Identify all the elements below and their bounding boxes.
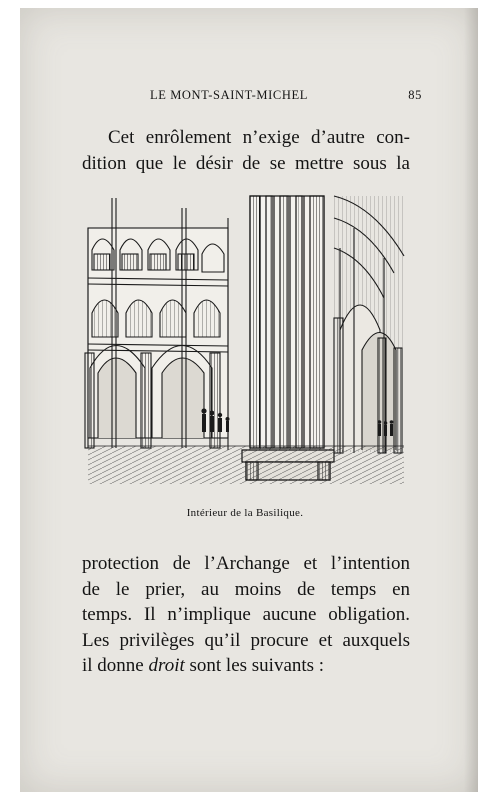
figure-caption: Intérieur de la Basilique. <box>186 507 304 519</box>
text-line: dition que le désir de se mettre sous la <box>82 152 410 174</box>
text-line: Les privilèges qu’il procure et auxquels <box>82 629 410 651</box>
paragraph-bottom <box>82 551 410 679</box>
text-line: temps. Il n’implique aucune obligation. <box>82 604 410 625</box>
running-title: LE MONT-SAINT-MICHEL <box>150 88 308 102</box>
book-page <box>20 8 478 792</box>
text-line: Cet enrôlement n’exige d’autre con- <box>108 127 410 148</box>
emphasized-word: droit <box>148 655 185 676</box>
text-line-last <box>82 653 410 679</box>
text-line: de le prier, au moins de temps en <box>82 578 410 600</box>
basilica-interior-illustration <box>82 188 408 488</box>
text-line: protection de l’Archange et l’intention <box>82 553 410 574</box>
text-segment: il donne <box>82 655 149 676</box>
page-number: 85 <box>408 88 422 102</box>
paragraph-top <box>82 125 410 176</box>
text-segment: sont les suivants : <box>184 655 325 676</box>
